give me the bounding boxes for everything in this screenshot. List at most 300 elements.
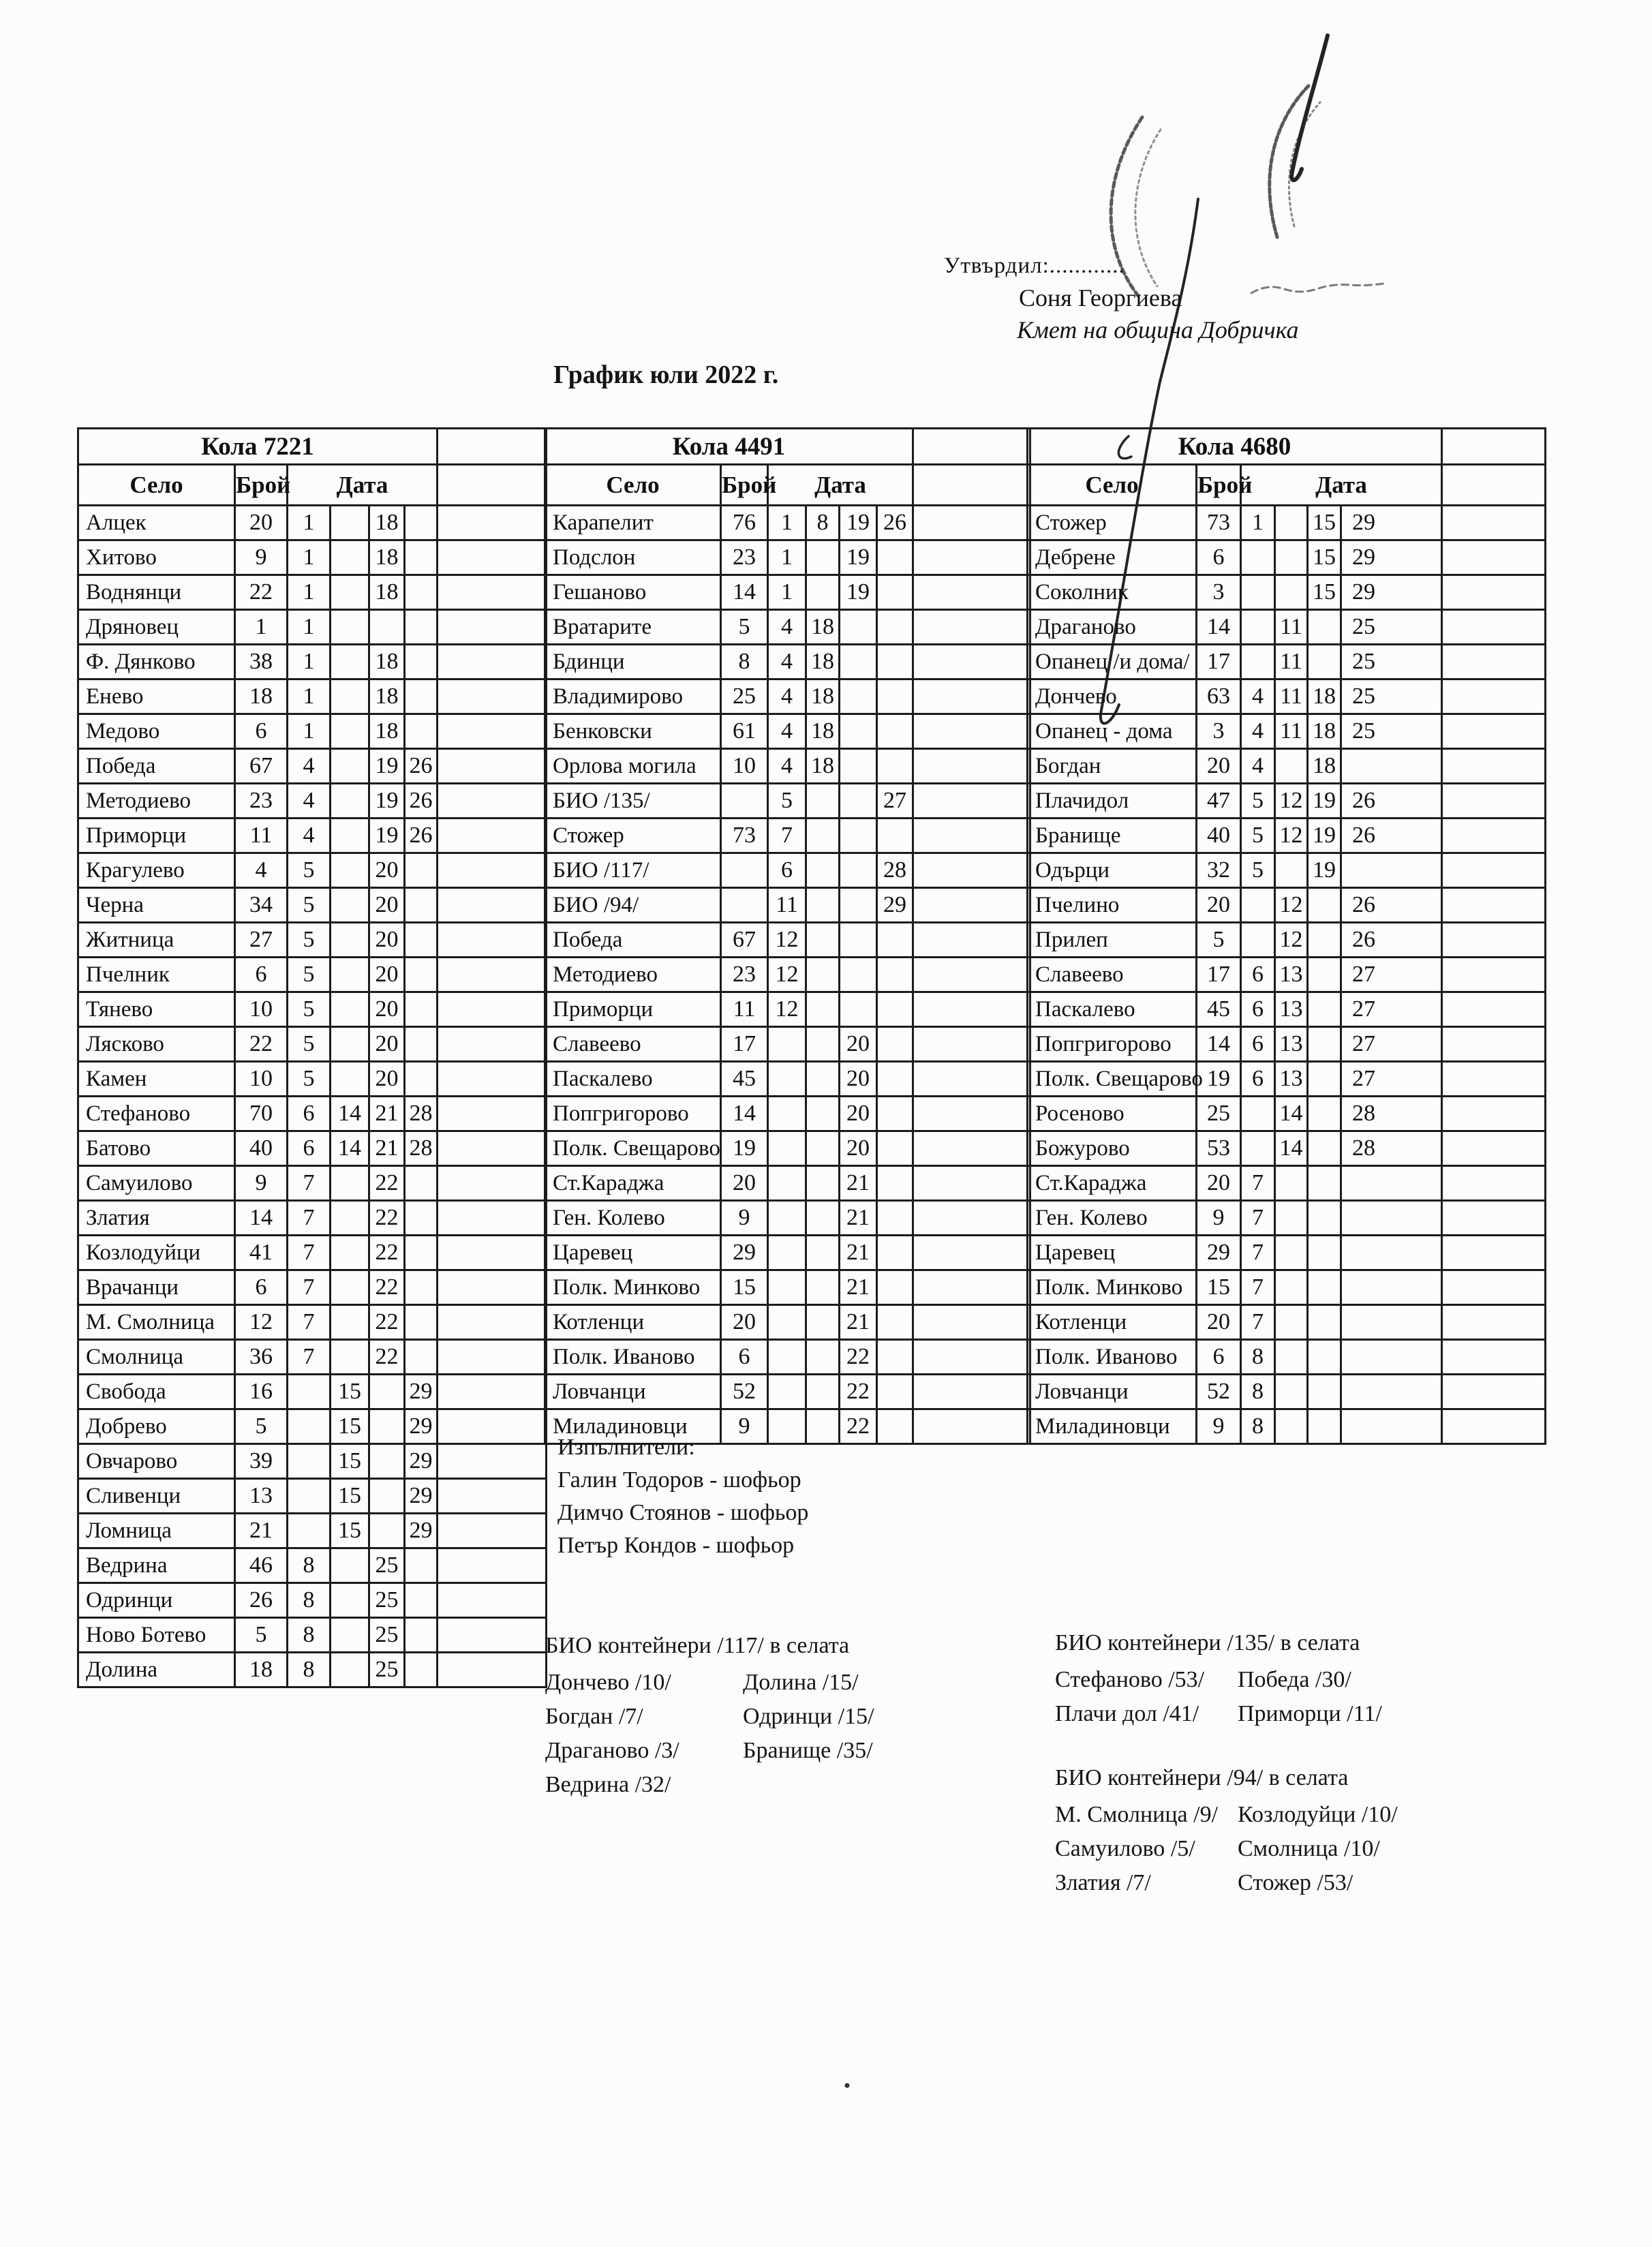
date3-cell: 25: [369, 1653, 405, 1687]
date4-cell: [877, 992, 913, 1027]
bio-section-135: [1055, 1626, 1382, 1731]
date1-cell: [768, 1201, 806, 1236]
date4-cell: 29: [405, 1409, 438, 1444]
trail-cell: [438, 506, 547, 540]
date1-cell: [288, 1514, 331, 1548]
trail-cell: [1442, 1375, 1546, 1409]
count-column-header: Брой: [1197, 465, 1241, 506]
date1-cell: 6: [288, 1131, 331, 1166]
village-cell: Полк. Свещарово: [1028, 1062, 1197, 1097]
village-cell: БИО /117/: [545, 853, 721, 888]
trail-cell: [438, 645, 547, 679]
date3-cell: [1308, 610, 1341, 645]
trail-cell: [1442, 645, 1546, 679]
date2-cell: 15: [331, 1375, 369, 1409]
village-cell: Попгригорово: [545, 1097, 721, 1131]
date1-cell: 8: [288, 1548, 331, 1583]
count-cell: 4: [235, 853, 288, 888]
date4-cell: 25: [1341, 645, 1442, 679]
date2-cell: [331, 575, 369, 610]
date3-cell: [840, 645, 877, 679]
village-cell: Медово: [78, 714, 235, 749]
date2-cell: [331, 1618, 369, 1653]
table-row: [1028, 958, 1546, 992]
count-cell: 8: [721, 645, 768, 679]
date3-cell: 22: [369, 1201, 405, 1236]
count-cell: 6: [235, 1270, 288, 1305]
table-row: [545, 819, 1030, 853]
date2-cell: [806, 1166, 840, 1201]
date4-cell: [877, 645, 913, 679]
date1-cell: 12: [768, 992, 806, 1027]
date3-cell: [1308, 1027, 1341, 1062]
count-cell: 10: [721, 749, 768, 784]
date4-cell: 29: [405, 1514, 438, 1548]
date3-cell: [1308, 992, 1341, 1027]
table-row: [1028, 610, 1546, 645]
date1-cell: 5: [1241, 784, 1275, 819]
date4-cell: 29: [1341, 575, 1442, 610]
bio-village-entry: Смолница /10/: [1238, 1836, 1380, 1861]
date1-cell: 5: [288, 888, 331, 923]
bio-village-entry: Богдан /7/: [545, 1704, 643, 1729]
stamp-arc-icon: [1289, 102, 1320, 226]
table-row: [1028, 714, 1546, 749]
trail-cell: [913, 1270, 1030, 1305]
date1-cell: 7: [288, 1340, 331, 1375]
table-row: [545, 1201, 1030, 1236]
trail-cell: [1442, 575, 1546, 610]
bio-village-entry: М. Смолница /9/: [1055, 1802, 1219, 1827]
table-row: [1028, 1166, 1546, 1201]
village-cell: Ново Ботево: [78, 1618, 235, 1653]
table-body: [1028, 506, 1546, 1444]
date3-cell: 22: [369, 1236, 405, 1270]
date1-cell: 7: [288, 1201, 331, 1236]
count-cell: 25: [1197, 1097, 1241, 1131]
trail-cell: [1442, 1131, 1546, 1166]
date4-cell: 27: [1341, 992, 1442, 1027]
trail-cell: [1442, 1097, 1546, 1131]
date1-cell: 7: [1241, 1201, 1275, 1236]
village-cell: Одринци: [78, 1583, 235, 1618]
village-column-header: Село: [1028, 465, 1197, 506]
date1-cell: [1241, 540, 1275, 575]
village-cell: Камен: [78, 1062, 235, 1097]
bio-village-entry: Драганово /3/: [545, 1738, 679, 1763]
trail-cell: [913, 992, 1030, 1027]
date2-cell: [806, 540, 840, 575]
bio-col1: [1055, 1798, 1238, 1900]
date4-cell: 28: [405, 1131, 438, 1166]
date4-cell: 26: [405, 749, 438, 784]
trail-cell: [913, 1166, 1030, 1201]
date2-cell: [806, 1340, 840, 1375]
date4-cell: [877, 1166, 913, 1201]
date2-cell: [331, 1270, 369, 1305]
count-cell: 9: [721, 1201, 768, 1236]
table-row: [78, 1097, 547, 1131]
date3-cell: 20: [369, 958, 405, 992]
village-cell: Лясково: [78, 1027, 235, 1062]
date4-cell: 28: [877, 853, 913, 888]
table-row: [78, 1201, 547, 1236]
count-cell: 73: [1197, 506, 1241, 540]
table-row: [545, 1340, 1030, 1375]
date2-cell: 12: [1275, 923, 1308, 958]
count-cell: 61: [721, 714, 768, 749]
date3-cell: 20: [840, 1027, 877, 1062]
village-cell: Царевец: [545, 1236, 721, 1270]
bio-village-entry: Приморци /11/: [1238, 1701, 1382, 1726]
trail-cell: [913, 1062, 1030, 1097]
table-row: [1028, 1027, 1546, 1062]
date2-cell: [1275, 1409, 1308, 1444]
trail-cell: [913, 923, 1030, 958]
count-cell: 14: [1197, 610, 1241, 645]
trail-cell: [438, 1618, 547, 1653]
date2-cell: [806, 992, 840, 1027]
car-label: Кола 7221: [78, 429, 438, 465]
date3-cell: 20: [840, 1062, 877, 1097]
date4-cell: 27: [1341, 1062, 1442, 1097]
table-row: [545, 679, 1030, 714]
date2-cell: 18: [806, 679, 840, 714]
date1-cell: 4: [1241, 714, 1275, 749]
date2-cell: [806, 888, 840, 923]
count-cell: 10: [235, 992, 288, 1027]
village-cell: Дряновец: [78, 610, 235, 645]
table-row: [545, 1270, 1030, 1305]
date3-cell: 18: [369, 679, 405, 714]
date4-cell: [877, 679, 913, 714]
count-cell: 6: [1197, 1340, 1241, 1375]
table-row: [1028, 575, 1546, 610]
date4-cell: [877, 575, 913, 610]
bio-village-entry: Ведрина /32/: [545, 1772, 671, 1797]
date3-cell: 22: [369, 1340, 405, 1375]
date1-cell: [288, 1444, 331, 1479]
date2-cell: 11: [1275, 610, 1308, 645]
date3-cell: 18: [369, 575, 405, 610]
table-row: [1028, 1340, 1546, 1375]
date4-cell: [405, 610, 438, 645]
date4-cell: [877, 923, 913, 958]
date4-cell: [1341, 1340, 1442, 1375]
date2-cell: [1275, 1375, 1308, 1409]
date1-cell: 7: [768, 819, 806, 853]
date4-cell: [405, 645, 438, 679]
count-cell: [721, 888, 768, 923]
table-row: [545, 784, 1030, 819]
executors-list: [557, 1464, 808, 1562]
date2-cell: 18: [806, 610, 840, 645]
village-cell: Пчелник: [78, 958, 235, 992]
date3-cell: 22: [840, 1409, 877, 1444]
trail-cell: [438, 853, 547, 888]
date4-cell: 28: [1341, 1097, 1442, 1131]
date1-cell: 5: [288, 1027, 331, 1062]
date1-cell: 5: [288, 923, 331, 958]
trail-cell: [913, 610, 1030, 645]
table-row: [545, 1236, 1030, 1270]
table-row: [78, 1166, 547, 1201]
count-cell: 3: [1197, 714, 1241, 749]
village-cell: Алцек: [78, 506, 235, 540]
village-cell: Бдинци: [545, 645, 721, 679]
date2-cell: 13: [1275, 1062, 1308, 1097]
date3-cell: [1308, 923, 1341, 958]
village-cell: Миладиновци: [545, 1409, 721, 1444]
date1-cell: 6: [1241, 958, 1275, 992]
village-cell: Стожер: [545, 819, 721, 853]
date2-cell: 12: [1275, 784, 1308, 819]
car-header-trail: [913, 429, 1030, 465]
date4-cell: [877, 749, 913, 784]
count-cell: 19: [1197, 1062, 1241, 1097]
date3-cell: 22: [369, 1166, 405, 1201]
trail-cell: [1442, 679, 1546, 714]
date1-cell: 7: [288, 1236, 331, 1270]
village-cell: Дебрене: [1028, 540, 1197, 575]
schedule-table-kola-4491: [544, 427, 1031, 1445]
table-row: [545, 1131, 1030, 1166]
date2-cell: [331, 679, 369, 714]
date2-cell: [806, 923, 840, 958]
date3-cell: 20: [840, 1097, 877, 1131]
date3-cell: [1308, 958, 1341, 992]
date2-cell: [806, 1236, 840, 1270]
date-column-header: Дата: [1241, 465, 1442, 506]
bio-section-title: БИО контейнери /94/ в селата: [1055, 1765, 1349, 1790]
count-cell: 39: [235, 1444, 288, 1479]
date4-cell: [1341, 1305, 1442, 1340]
trail-cell: [913, 540, 1030, 575]
trail-cell: [438, 610, 547, 645]
date4-cell: [877, 1236, 913, 1270]
count-cell: 29: [1197, 1236, 1241, 1270]
date1-cell: [288, 1375, 331, 1409]
date4-cell: [405, 1201, 438, 1236]
car-header-row: [78, 429, 547, 465]
village-cell: Долина: [78, 1653, 235, 1687]
date2-cell: [1275, 1270, 1308, 1305]
car-label: Кола 4491: [545, 429, 913, 465]
date4-cell: 26: [877, 506, 913, 540]
date1-cell: 1: [1241, 506, 1275, 540]
date1-cell: [768, 1062, 806, 1097]
table-row: [1028, 1236, 1546, 1270]
bio-section-title: БИО контейнери /135/ в селата: [1055, 1630, 1360, 1655]
village-cell: Приморци: [78, 819, 235, 853]
date4-cell: [877, 540, 913, 575]
date3-cell: [1308, 1305, 1341, 1340]
village-cell: Ломница: [78, 1514, 235, 1548]
date4-cell: 29: [405, 1444, 438, 1479]
date1-cell: 4: [768, 749, 806, 784]
date4-cell: [405, 506, 438, 540]
village-cell: Плачидол: [1028, 784, 1197, 819]
date3-cell: 19: [369, 784, 405, 819]
date4-cell: [877, 1375, 913, 1409]
date2-cell: [806, 575, 840, 610]
date3-cell: 19: [1308, 853, 1341, 888]
date4-cell: [877, 1409, 913, 1444]
count-cell: 45: [721, 1062, 768, 1097]
date1-cell: 8: [288, 1583, 331, 1618]
date2-cell: [331, 1062, 369, 1097]
village-cell: Стефаново: [78, 1097, 235, 1131]
count-cell: 15: [721, 1270, 768, 1305]
date3-cell: 25: [369, 1618, 405, 1653]
date1-cell: [768, 1166, 806, 1201]
table-row: [1028, 1375, 1546, 1409]
date3-cell: 15: [1308, 540, 1341, 575]
table-row: [78, 1236, 547, 1270]
date1-cell: 5: [288, 853, 331, 888]
date1-cell: 1: [768, 540, 806, 575]
date4-cell: 26: [405, 819, 438, 853]
date1-cell: 1: [288, 610, 331, 645]
count-cell: 6: [721, 1340, 768, 1375]
date3-cell: 20: [369, 853, 405, 888]
date2-cell: [331, 1653, 369, 1687]
village-cell: Славеево: [545, 1027, 721, 1062]
village-column-header: Село: [78, 465, 235, 506]
village-cell: Крагулево: [78, 853, 235, 888]
date2-cell: [1275, 1340, 1308, 1375]
date2-cell: 11: [1275, 714, 1308, 749]
date1-cell: 4: [768, 610, 806, 645]
trail-cell: [913, 819, 1030, 853]
date3-cell: [840, 853, 877, 888]
car-header-trail: [438, 429, 547, 465]
date1-cell: 1: [288, 645, 331, 679]
date3-cell: 15: [1308, 575, 1341, 610]
date1-cell: [768, 1375, 806, 1409]
table-row: [545, 1027, 1030, 1062]
date3-cell: [369, 1409, 405, 1444]
trail-cell: [913, 645, 1030, 679]
date4-cell: [405, 575, 438, 610]
trail-cell: [1442, 1236, 1546, 1270]
village-cell: Ген. Колево: [1028, 1201, 1197, 1236]
trail-cell: [913, 1409, 1030, 1444]
count-cell: 20: [721, 1305, 768, 1340]
table-row: [78, 1305, 547, 1340]
count-cell: 47: [1197, 784, 1241, 819]
bio-col1: [545, 1666, 743, 1802]
village-cell: Хитово: [78, 540, 235, 575]
table-row: [545, 888, 1030, 923]
date3-cell: [840, 749, 877, 784]
village-cell: Славеево: [1028, 958, 1197, 992]
date3-cell: 18: [369, 506, 405, 540]
date2-cell: [1275, 1236, 1308, 1270]
village-cell: Полк. Минково: [545, 1270, 721, 1305]
village-cell: Ст.Караджа: [1028, 1166, 1197, 1201]
village-cell: Полк. Свещарово: [545, 1131, 721, 1166]
date3-cell: [1308, 1340, 1341, 1375]
table-body: [78, 506, 547, 1687]
village-cell: Ф. Дянково: [78, 645, 235, 679]
date1-cell: 8: [1241, 1409, 1275, 1444]
date1-cell: 5: [1241, 819, 1275, 853]
date4-cell: 26: [1341, 888, 1442, 923]
village-cell: Батово: [78, 1131, 235, 1166]
date1-cell: [1241, 923, 1275, 958]
date2-cell: 8: [806, 506, 840, 540]
trail-cell: [438, 1062, 547, 1097]
date1-cell: 7: [1241, 1305, 1275, 1340]
bio-col2: [743, 1666, 874, 1802]
village-cell: Карапелит: [545, 506, 721, 540]
table-row: [545, 540, 1030, 575]
bio-village-entry: Златия /7/: [1055, 1870, 1151, 1895]
date4-cell: [405, 958, 438, 992]
date2-cell: [331, 1305, 369, 1340]
bio-section-94: [1055, 1761, 1398, 1900]
trail-cell: [913, 506, 1030, 540]
trail-cell: [438, 1409, 547, 1444]
village-cell: М. Смолница: [78, 1305, 235, 1340]
trail-cell: [913, 1201, 1030, 1236]
date2-cell: 13: [1275, 958, 1308, 992]
car-header-row: [1028, 429, 1546, 465]
date2-cell: [806, 1062, 840, 1097]
date2-cell: [1275, 853, 1308, 888]
count-cell: 17: [1197, 645, 1241, 679]
date1-cell: 6: [1241, 1027, 1275, 1062]
village-cell: БИО /94/: [545, 888, 721, 923]
date4-cell: 29: [405, 1479, 438, 1514]
date1-cell: 7: [1241, 1270, 1275, 1305]
date4-cell: [405, 853, 438, 888]
date1-cell: [1241, 645, 1275, 679]
date3-cell: [369, 1375, 405, 1409]
count-cell: 18: [235, 679, 288, 714]
bio-section-117: [545, 1629, 874, 1802]
trail-cell: [1442, 506, 1546, 540]
date1-cell: 1: [288, 575, 331, 610]
date2-cell: 14: [1275, 1097, 1308, 1131]
date2-cell: [806, 1270, 840, 1305]
table-row: [545, 506, 1030, 540]
count-cell: 40: [1197, 819, 1241, 853]
date1-cell: 8: [288, 1618, 331, 1653]
bio-village-entry: Одринци /15/: [743, 1704, 874, 1729]
trail-cell: [438, 1514, 547, 1548]
trail-cell: [913, 1097, 1030, 1131]
village-cell: Черна: [78, 888, 235, 923]
count-cell: 20: [1197, 888, 1241, 923]
bio-village-entry: Долина /15/: [743, 1670, 859, 1695]
date1-cell: 5: [288, 1062, 331, 1097]
date3-cell: 20: [840, 1131, 877, 1166]
date2-cell: [331, 1166, 369, 1201]
date1-cell: 5: [768, 784, 806, 819]
village-cell: Златия: [78, 1201, 235, 1236]
trail-cell: [438, 958, 547, 992]
village-cell: Богдан: [1028, 749, 1197, 784]
date1-cell: [768, 1131, 806, 1166]
count-cell: 14: [1197, 1027, 1241, 1062]
table-row: [78, 714, 547, 749]
table-row: [1028, 645, 1546, 679]
trail-cell: [1442, 923, 1546, 958]
count-cell: 23: [721, 540, 768, 575]
date1-cell: 7: [288, 1305, 331, 1340]
